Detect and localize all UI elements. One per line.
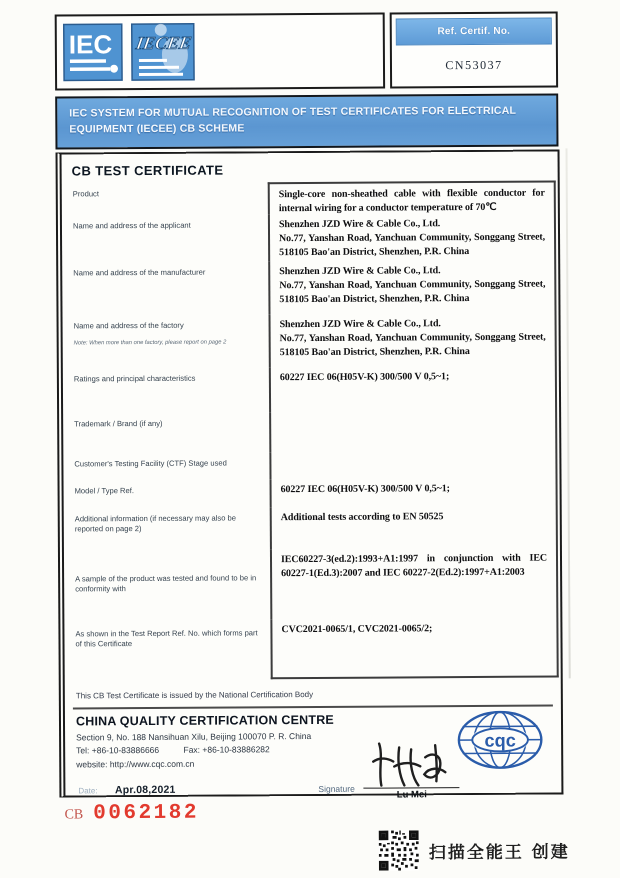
cb-prefix: CB [64, 807, 84, 823]
row-conformity [64, 547, 560, 620]
cb-serial-stamp [64, 802, 199, 826]
svg-text:IECEE: IECEE [134, 32, 193, 54]
signer-name: Lu Mei [396, 789, 427, 801]
svg-text:IEC: IEC [68, 29, 113, 60]
scan-edge-artifact [565, 148, 570, 678]
certificate-title: CB TEST CERTIFICATE [71, 162, 224, 179]
signature-area [364, 787, 460, 801]
ref-certif-value: CN53037 [445, 57, 503, 73]
scanner-watermark [379, 829, 570, 870]
signature-block [318, 783, 459, 801]
row-value: Shenzhen JZD Wire & Cable Co., Ltd. No.77, Yanshan Road, Yanchuan Community, Songgang Street, 518105 Bao'an District, Shenzhen, P.R. China [268, 212, 556, 261]
cb-serial-number: 0062182 [93, 801, 200, 826]
row-value: CVC2021-0065/1, CVC2021-0065/2; [270, 617, 558, 679]
date-value: Apr.08,2021 [114, 783, 176, 797]
signature-handwriting-icon [369, 739, 457, 788]
row-value: Single-core non-sheathed cable with flexible conductor for internal wiring for a conductor temperature of 70℃ [268, 180, 556, 214]
date-row [78, 780, 175, 799]
issued-statement: This CB Test Certificate is issued by the National Certification Body [75, 689, 314, 701]
row-additional-info [64, 505, 560, 550]
qr-code-icon [379, 830, 419, 870]
row-manufacturer [62, 259, 558, 315]
row-value: Shenzhen JZD Wire & Cable Co., Ltd. No.77, Yanshan Road, Yanchuan Community, Songgang Street, 518105 Bao'an District, Shenzhen, P.R. China [269, 312, 557, 367]
certification-body-address: Section 9, No. 188 Nansihuan Xilu, Beijing 100070 P. R. China [76, 730, 312, 742]
date-label: Date: [78, 786, 98, 796]
row-label-text: Name and address of the factory [73, 320, 184, 331]
row-value: 60227 IEC 06(H05V-K) 300/500 V 0,5~1; [270, 477, 558, 507]
logo-box [55, 13, 385, 91]
row-test-report [64, 617, 560, 680]
row-product [62, 180, 558, 215]
row-label: A sample of the product was tested and found to be in conformity with [75, 573, 257, 594]
row-value: 60227 IEC 06(H05V-K) 300/500 V 0,5~1; [269, 365, 557, 412]
certification-body-name: CHINA QUALITY CERTIFICATION CENTRE [75, 712, 334, 729]
svg-text:cqc: cqc [484, 730, 516, 751]
factory-note: Note: When more than one factory, please report on page 2 [73, 339, 227, 347]
row-ratings [63, 365, 559, 413]
row-label: Product [72, 189, 99, 199]
row-label: Ratings and principal characteristics [73, 373, 196, 384]
row-value [269, 410, 557, 452]
row-label: Customer's Testing Facility (CTF) Stage used [74, 458, 227, 469]
row-label: Trademark / Brand (if any) [74, 418, 163, 429]
row-value: IEC60227-3(ed.2):1993+A1:1997 in conjunction with IEC 60227-1(Ed.3):2007 and IEC 60227-2(Ed.2):1997+A1:2003 [270, 547, 558, 619]
row-value: Additional tests according to EN 50525 [270, 505, 558, 549]
website: website: http://www.cqc.com.cn [76, 758, 195, 769]
ref-certif-label: Ref. Certif. No. [396, 18, 552, 46]
header [55, 11, 558, 90]
row-value: Shenzhen JZD Wire & Cable Co., Ltd. No.77, Yanshan Road, Yanchuan Community, Songgang Street, 518105 Bao'an District, Shenzhen, P.R. China [268, 259, 556, 314]
row-ctf [63, 450, 559, 480]
row-trademark [63, 410, 559, 453]
row-label: Name and address of the applicant [72, 220, 191, 231]
row-label: Additional information (if necessary may also be reported on page 2) [74, 513, 237, 534]
row-model [64, 477, 560, 508]
row-label: Name and address of the manufacturer [73, 267, 206, 278]
certificate-body [56, 149, 564, 801]
tel: Tel: +86-10-83886666 [76, 744, 160, 756]
row-applicant [62, 212, 558, 262]
row-label: Model / Type Ref. [74, 486, 134, 496]
ref-certif-box [390, 11, 558, 88]
fax: Fax: +86-10-83886282 [183, 744, 270, 755]
iecee-logo-icon [131, 23, 195, 81]
watermark-text: 扫描全能王 创建 [428, 841, 570, 863]
row-label [63, 314, 269, 368]
cqc-logo-icon [454, 708, 546, 778]
scheme-banner: IEC SYSTEM FOR MUTUAL RECOGNITION OF TEST CERTIFICATES FOR ELECTRICAL EQUIPMENT (IECEE) CB SCHEME [55, 93, 558, 149]
certificate-rows [62, 180, 561, 680]
iec-logo-icon [63, 23, 123, 81]
ncb-footer [76, 712, 551, 803]
signature-label: Signature [318, 783, 355, 794]
row-factory [63, 312, 559, 368]
row-value [269, 450, 557, 479]
row-label: As shown in the Test Report Ref. No. which forms part of this Certificate [75, 628, 258, 649]
